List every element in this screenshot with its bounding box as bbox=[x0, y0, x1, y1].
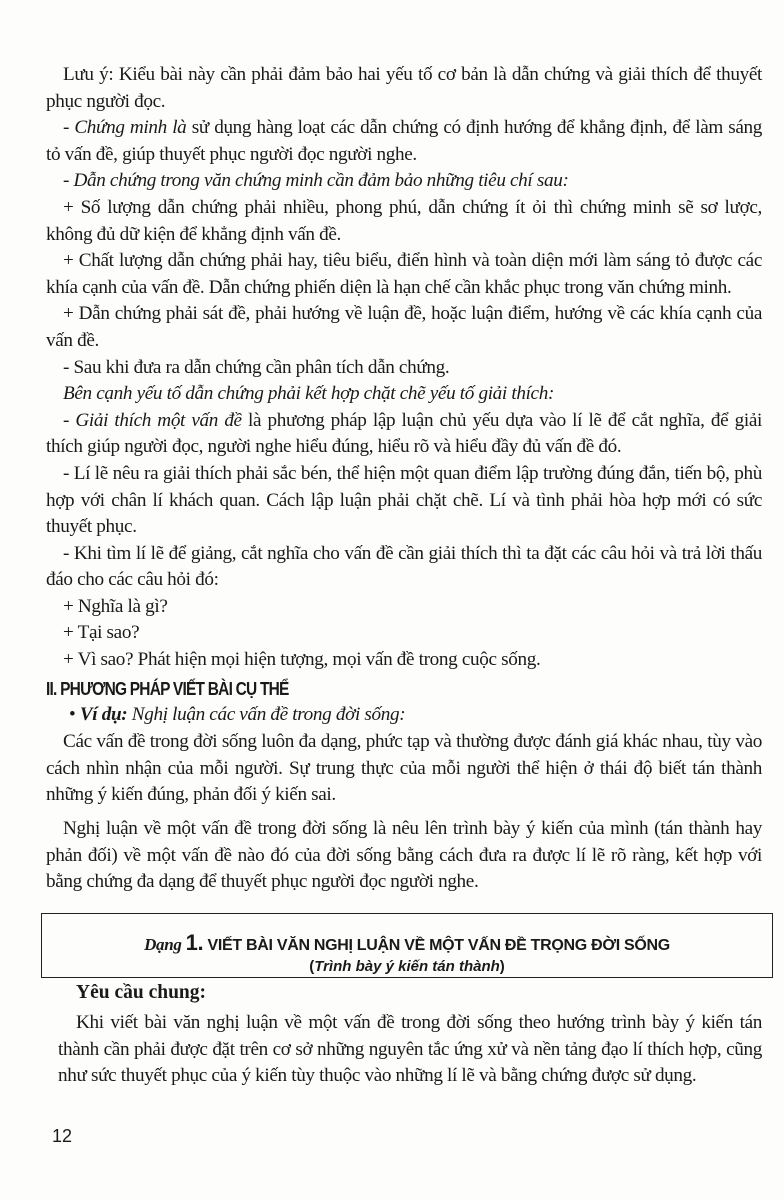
list-item: - Khi tìm lí lẽ để giảng, cắt nghĩa cho vấn đề cần giải thích thì ta đặt các câu hỏi và trả lời thấu đáo cho các câu hỏi đó: bbox=[46, 542, 762, 591]
dang-label: Dạng bbox=[144, 935, 182, 954]
section-heading: II. PHƯƠNG PHÁP VIẾT BÀI CỤ THỂ bbox=[46, 678, 289, 699]
body-paragraph: Các vấn đề trong đời sống luôn đa dạng, phức tạp và thường được đánh giá khác nhau, tùy vào cách nhìn nhận của mỗi người. Sự trung thực của mỗi người thể hiện ở thái độ biết tán thành những ý kiến đúng, phản đối ý kiến sai. bbox=[46, 731, 762, 806]
body-paragraph: Nghị luận về một vấn đề trong đời sống là nêu lên trình bày ý kiến của mình (tán thành hay phản đối) về một vấn đề nào đó của đời sống bằng cách đưa ra được lí lẽ rõ ràng, kết hợp với bằng chứng đa dạng để thuyết phục người đọc người nghe. bbox=[46, 818, 762, 893]
term: - Giải thích một vấn đề bbox=[63, 409, 242, 431]
question-item: + Nghĩa là gì? bbox=[63, 595, 168, 617]
bullet-icon: • bbox=[69, 703, 76, 725]
form-title bbox=[42, 930, 772, 956]
proof-definition: - Chứng minh là sử dụng hàng loạt các dẫn chứng có định hướng để khẳng định, để làm sáng tỏ vấn đề, giúp thuyết phục người đọc người nghe. bbox=[46, 117, 763, 165]
form-subtitle: (Trình bày ý kiến tán thành) bbox=[309, 958, 505, 975]
question-item: + Tại sao? bbox=[63, 622, 140, 644]
question-item: + Vì sao? Phát hiện mọi hiện tượng, mọi vấn đề trong cuộc sống. bbox=[63, 649, 541, 671]
evidence-criteria-heading: - Dẫn chứng trong văn chứng minh cần đảm bảo những tiêu chí sau: bbox=[63, 170, 569, 192]
example-label: Ví dụ: bbox=[79, 703, 128, 725]
form-title-box bbox=[41, 913, 773, 978]
term: - Chứng minh là bbox=[63, 117, 187, 139]
requirements-section bbox=[46, 1010, 762, 1090]
page-body bbox=[46, 62, 762, 896]
requirements-paragraph: Khi viết bài văn nghị luận về một vấn đề trong đời sống theo hướng trình bày ý kiến tán thành cần phải được đặt trên cơ sở những nguyên tắc ứng xử và nền tảng đạo lí thích hợp, cũng như sức thuyết phục của ý kiến tùy thuộc vào những lí lẽ và bằng chứng được sử dụng. bbox=[58, 1012, 762, 1087]
note-paragraph: Lưu ý: Kiểu bài này cần phải đảm bảo hai yếu tố cơ bản là dẫn chứng và giải thích để thuyết phục người đọc. bbox=[46, 64, 762, 112]
list-item: + Số lượng dẫn chứng phải nhiều, phong phú, dẫn chứng ít ỏi thì chứng minh sẽ sơ lược, không đủ dữ kiện để khẳng định vấn đề. bbox=[46, 196, 762, 245]
list-item: + Chất lượng dẫn chứng phải hay, tiêu biểu, điển hình và toàn diện mới làm sáng tỏ được các khía cạnh của vấn đề. Dẫn chứng phiến diện là hạn chế cần khắc phục trong văn chứng minh. bbox=[46, 250, 762, 298]
list-item: - Sau khi đưa ra dẫn chứng cần phân tích dẫn chứng. bbox=[63, 356, 450, 378]
dang-number: 1. bbox=[185, 930, 204, 955]
page-number: 12 bbox=[52, 1126, 73, 1146]
list-item: - Lí lẽ nêu ra giải thích phải sắc bén, thể hiện một quan điểm lập trường đúng đắn, tiến bộ, phù hợp với chân lí khách quan. Cách lập luận phải chặt chẽ. Lí và tình phải hòa hợp mới có sức thuyết phục. bbox=[46, 462, 762, 538]
explanation-heading: Bên cạnh yếu tố dẫn chứng phải kết hợp chặt chẽ yếu tố giải thích: bbox=[63, 383, 555, 405]
list-item: + Dẫn chứng phải sát đề, phải hướng về luận đề, hoặc luận điểm, hướng về các khía cạnh của vấn đề. bbox=[46, 303, 762, 351]
requirements-heading: Yêu cầu chung: bbox=[76, 982, 207, 1003]
example-line: • Ví dụ: Nghị luận các vấn đề trong đời sống: bbox=[69, 703, 406, 725]
explanation-definition: - Giải thích một vấn đề là phương pháp lập luận chủ yếu dựa vào lí lẽ để cắt nghĩa, để giải thích giúp người đọc, người nghe hiểu đúng, hiểu rõ và hiểu đầy đủ vấn đề đó. bbox=[46, 409, 762, 458]
form-title-text: VIẾT BÀI VĂN NGHỊ LUẬN VỀ MỘT VẤN ĐỀ TRỌNG ĐỜI SỐNG bbox=[207, 937, 670, 954]
